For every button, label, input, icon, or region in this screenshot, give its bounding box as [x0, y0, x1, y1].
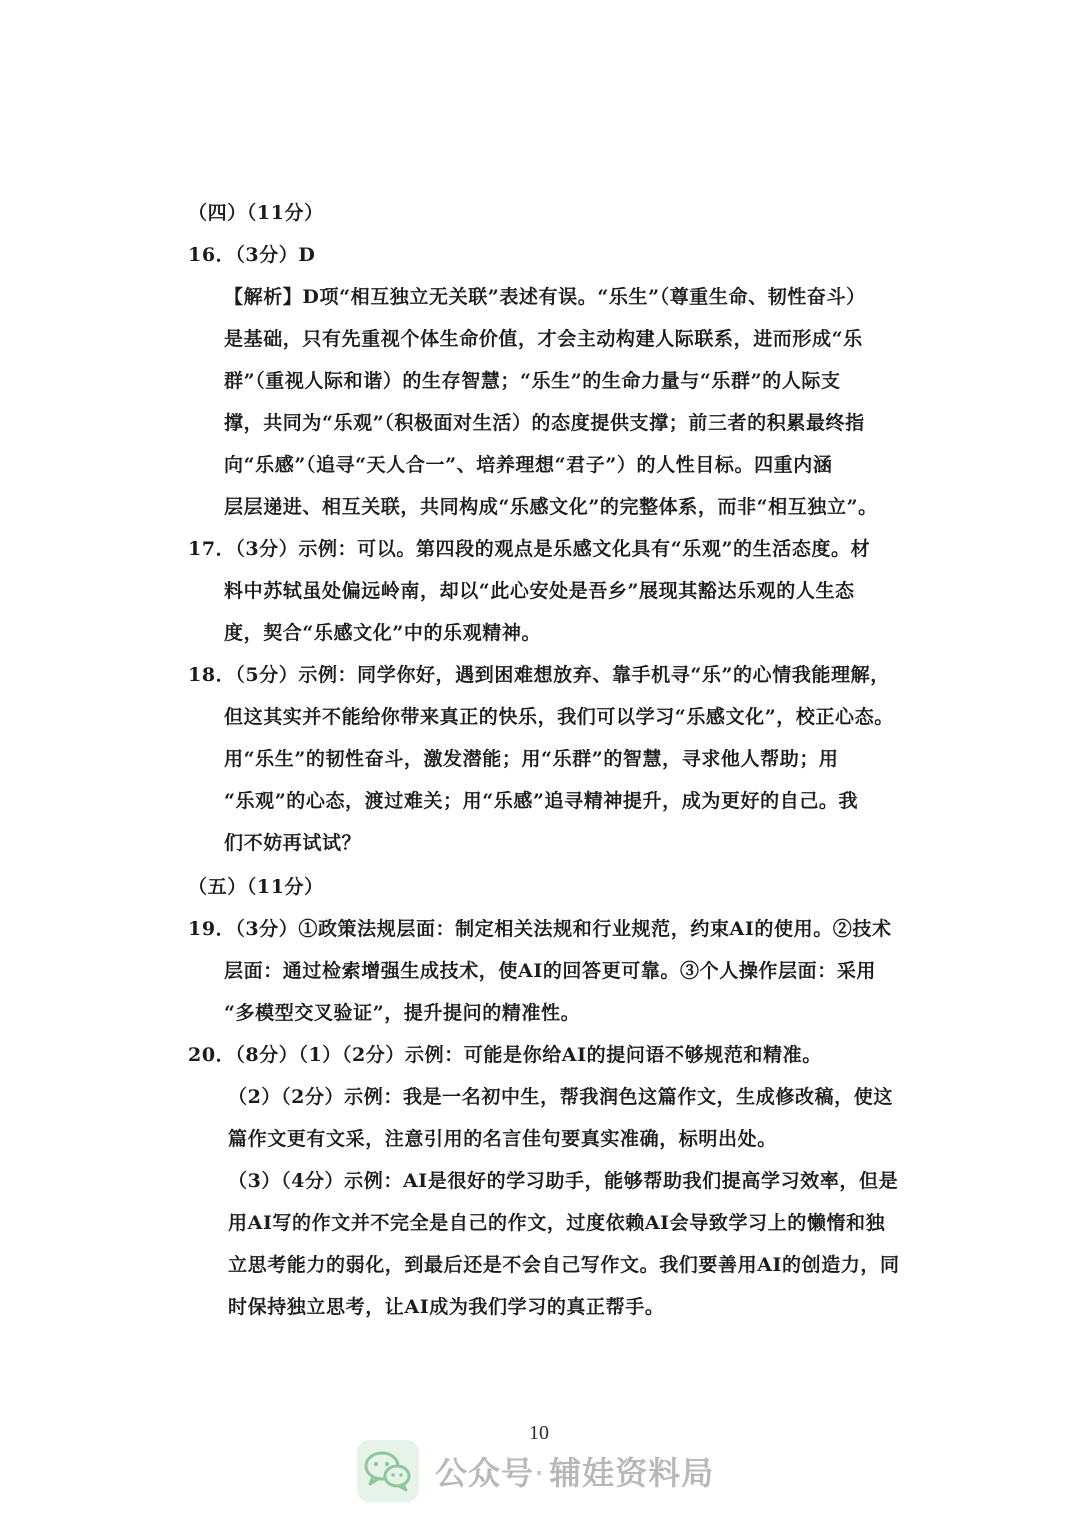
wechat-label: 公众号 — [435, 1454, 535, 1492]
q20-part2-line: 篇作文更有文采，注意引用的名言佳句要真实准确，标明出处。 — [228, 1128, 777, 1150]
q20-part2-line: （2）（2分）示例：我是一名初中生，帮我润色这篇作文，生成修改稿，使这 — [228, 1086, 893, 1108]
q16-analysis-line: 层层递进、相互关联，共同构成“乐感文化”的完整体系，而非“相互独立”。 — [224, 496, 878, 518]
q19-answer-line: 层面：通过检索增强生成技术，使AI的回答更可靠。③个人操作层面：采用 — [224, 960, 877, 982]
page-number: 10 — [529, 1422, 549, 1444]
q20-answer-line: 20．（8分）（1）（2分）示例：可能是你给AI的提问语不够规范和精准。 — [188, 1044, 822, 1066]
section-4-heading: （四）（11分） — [188, 202, 324, 224]
account-name: 辅娃资料局 — [549, 1454, 715, 1492]
q18-answer-line: 18．（5分）示例：同学你好，遇到困难想放弃、靠手机寻“乐”的心情我能理解， — [188, 664, 890, 686]
q19-answer-line: “多模型交叉验证”，提升提问的精准性。 — [224, 1002, 581, 1024]
q16-analysis-line: 群”（重视人际和谐）的生存智慧；“乐生”的生命力量与“乐群”的人际支 — [224, 370, 841, 392]
q16-answer: 16．（3分）D — [188, 244, 316, 266]
q20-part3-line: 立思考能力的弱化，到最后还是不会自己写作文。我们要善用AI的创造力，同 — [228, 1254, 900, 1276]
wechat-account-label — [435, 1448, 714, 1494]
q16-analysis-line: 撑，共同为“乐观”（积极面对生活）的态度提供支撑；前三者的积累最终指 — [224, 412, 865, 434]
q20-part3-line: 用AI写的作文并不完全是自己的作文，过度依赖AI会导致学习上的懒惰和独 — [228, 1212, 886, 1234]
q17-answer-line: 料中苏轼虽处偏远岭南，却以“此心安处是吾乡”展现其豁达乐观的人生态 — [224, 580, 855, 602]
q16-analysis-line: 【解析】D项“相互独立无关联”表述有误。“乐生”（尊重生命、韧性奋斗） — [224, 286, 866, 308]
wechat-icon — [357, 1440, 419, 1502]
q18-answer-line: 但这其实并不能给你带来真正的快乐，我们可以学习“乐感文化”，校正心态。 — [224, 706, 894, 728]
q16-analysis-line: 向“乐感”（追寻“天人合一”、培养理想“君子”）的人性目标。四重内涵 — [224, 454, 833, 476]
q18-answer-line: “乐观”的心态，渡过难关；用“乐感”追寻精神提升，成为更好的自己。我 — [224, 790, 859, 812]
q16-analysis-line: 是基础，只有先重视个体生命价值，才会主动构建人际联系，进而形成“乐 — [224, 328, 863, 350]
q20-part3-line: （3）（4分）示例：AI是很好的学习助手，能够帮助我们提高学习效率，但是 — [228, 1170, 899, 1192]
wechat-watermark — [357, 1436, 714, 1506]
q17-answer-line: 17．（3分）示例：可以。第四段的观点是乐感文化具有“乐观”的生活态度。材 — [188, 538, 871, 560]
separator: · — [534, 1454, 546, 1492]
q18-answer-line: 用“乐生”的韧性奋斗，激发潜能；用“乐群”的智慧，寻求他人帮助；用 — [224, 748, 839, 770]
q18-answer-line: 们不妨再试试？ — [224, 832, 362, 854]
q19-answer-line: 19．（3分）①政策法规层面：制定相关法规和行业规范，约束AI的使用。②技术 — [188, 918, 892, 940]
section-5-heading: （五）（11分） — [188, 876, 324, 898]
q17-answer-line: 度，契合“乐感文化”中的乐观精神。 — [224, 622, 542, 644]
q20-part3-line: 时保持独立思考，让AI成为我们学习的真正帮手。 — [228, 1296, 665, 1318]
